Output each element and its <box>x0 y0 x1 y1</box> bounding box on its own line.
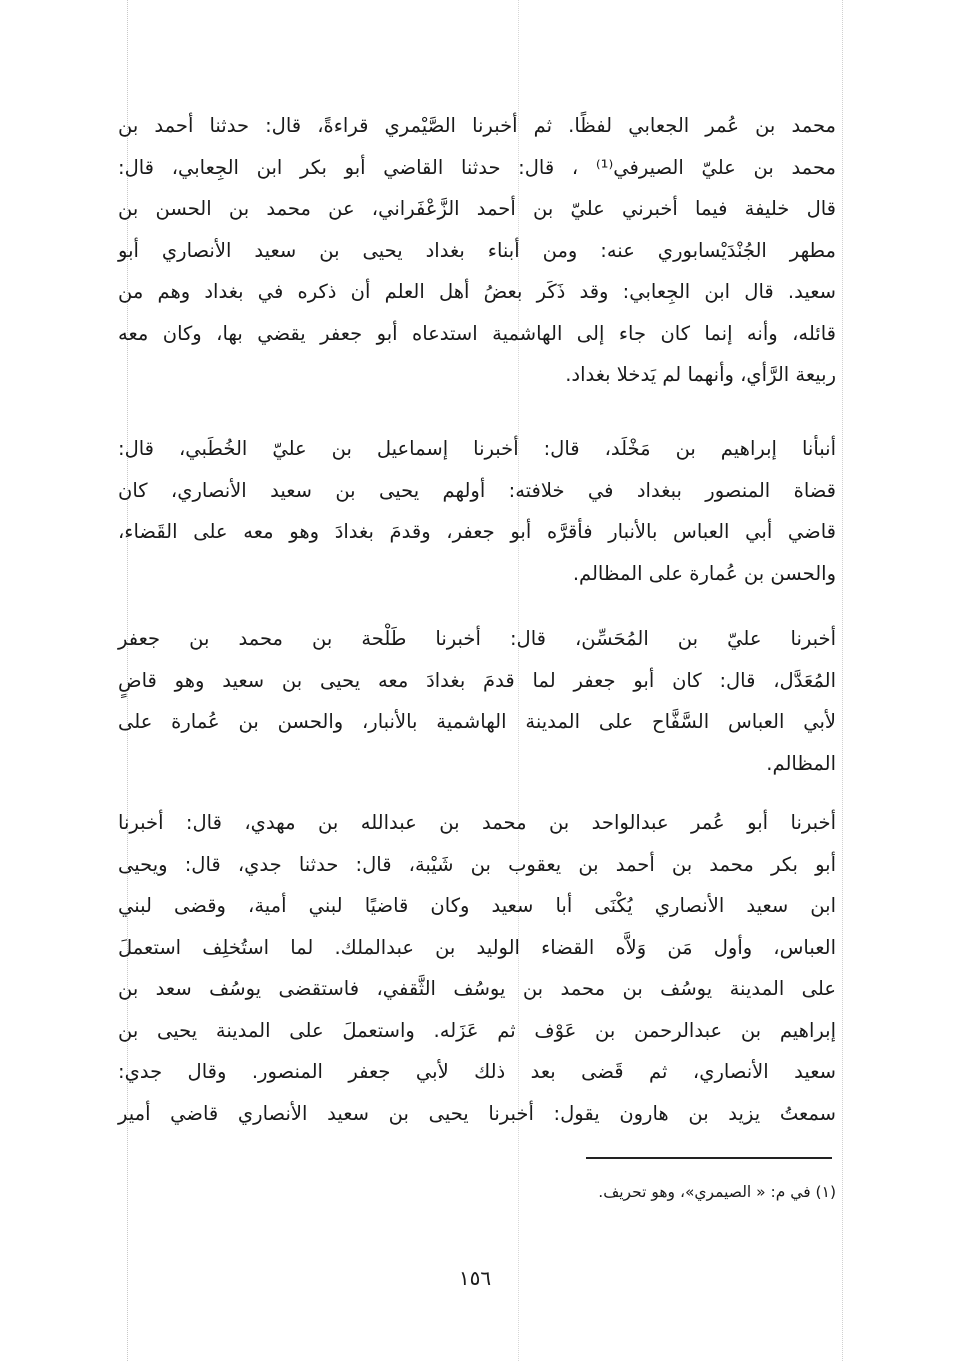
text-line: إبراهيم بن عبدالرحمن بن عَوْف ثم عَزَله. واستعملَ على المدينة يحيى بن <box>118 1018 836 1042</box>
text-line: محمد بن عليّ الصيرفي⁽¹⁾ ، قال: حدثنا القاضي أبو بكر ابن الجِعابي، قال: <box>118 155 836 179</box>
text-line: قال خليفة فيما أخبرني عليّ بن أحمد الزَّعْفَراني، عن محمد بن الحسن بن <box>118 197 836 220</box>
text-line: سعيد. قال ابن الجِعابي: وقد ذَكَر بعضُ أهل العلم أن ذكره في بغداد وهم من <box>118 280 836 303</box>
text-line: قضاة المنصور ببغداد في خلافته: أولهم يحيى بن سعيد الأنصاري، كان <box>118 478 836 502</box>
text-line: المظالم. <box>766 751 836 775</box>
text-line: على المدينة يوسُف بن محمد بن يوسُف الثَّقفي، فاستقضى يوسُف سعد بن <box>118 977 836 1000</box>
text-line: محمد بن عُمر الجعابي لفظًا. ثم أخبرنا الصَّيْمري قراءةً، قال: حدثنا أحمد بن <box>118 114 836 137</box>
footnote: (١) في م: « الصيمري»، وهو تحريف. <box>598 1183 836 1201</box>
text-line: العباس، وأول مَن وَلاَّه القضاء الوليد بن عبدالملك. لما استُخلِف استعملَ <box>118 935 836 959</box>
paragraph-2 <box>118 428 836 594</box>
text-line: أبو بكر محمد بن أحمد بن يعقوب بن شَيْبة، قال: حدثنا جدي، قال: ويحيى <box>118 852 836 876</box>
paragraph-4 <box>118 802 836 1134</box>
text-line: أخبرنا أبو عُمر عبدالواحد بن محمد بن عبدالله بن مهدي، قال: أخبرنا <box>118 811 836 834</box>
text-line: مطهر الجُنْدَيْسابوري عنه: ومن أبناء بغداد يحيى بن سعيد الأنصاري أبو <box>118 238 836 262</box>
text-line: أنبأنا إبراهيم بن مَخْلَد، قال: أخبرنا إسماعيل بن عليّ الخُطَبي، قال: <box>118 437 836 460</box>
footnote-divider <box>586 1157 832 1159</box>
text-line: سعيد الأنصاري، ثم قَضى بعد ذلك لأبي جعفر المنصور. وقال جدي: <box>118 1060 836 1083</box>
paragraph-1 <box>118 105 836 396</box>
text-line: ابن سعيد الأنصاري يُكْنَى أبا سعيد وكان قاضيًا لبني أمية، وقضى لبني <box>118 894 836 917</box>
text-line: قائله، وأنه إنما كان جاء إلى الهاشمية استدعاه أبو جعفر يقضي بها، وكان معه <box>118 321 836 345</box>
scan-guide-line <box>842 0 843 1361</box>
text-line: قاضي أبي العباس بالأنبار فأقرَّه أبو جعفر، وقدمَ بغدادَ وهو معه على القَضاء، <box>118 520 836 543</box>
text-line: والحسن بن عُمارة على المظالم. <box>572 561 836 585</box>
page-number: ١٥٦ <box>458 1266 492 1290</box>
text-line: سمعتُ يزيد بن هارون يقول: أخبرنا يحيى بن سعيد الأنصاري قاضي أمير <box>118 1101 836 1125</box>
text-line: ربيعة الرَّأي، وأنهما لم يَدخلا بغداد. <box>565 363 836 386</box>
text-line: لأبي العباس السَّفَّاح على المدينة الهاشمية بالأنبار، والحسن بن عُمارة على <box>118 710 836 733</box>
paragraph-3 <box>118 618 836 784</box>
text-line: أخبرنا عليّ بن المُحَسِّن، قال: أخبرنا طَلْحة بن محمد بن جعفر <box>118 627 836 650</box>
text-line: المُعَدَّل، قال: كان أبو جعفر لما قدمَ بغدادَ معه يحيى بن سعيد وهو قاضٍ <box>118 668 836 692</box>
